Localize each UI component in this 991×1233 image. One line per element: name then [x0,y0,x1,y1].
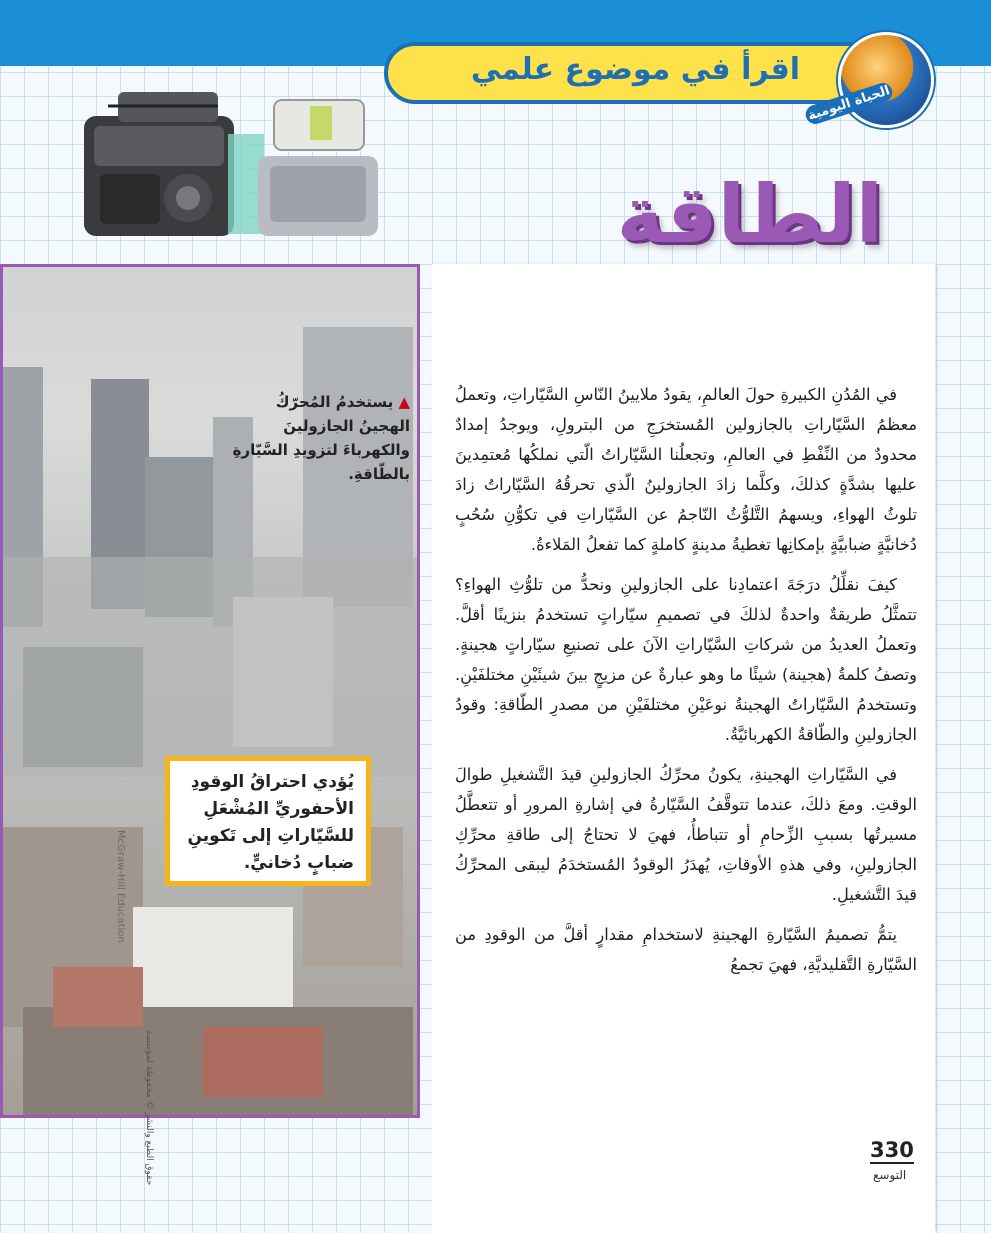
page-number: 330 [870,1138,914,1162]
engine-caption [232,390,410,486]
engine-caption-text: يستخدمُ المُحرّكُ الهجينُ الجازولينَ والكهرباءَ لتزويدِ السَّيّارةِ بالطّاقةِ. [232,393,410,483]
paragraph-1: في المُدُنِ الكبيرةِ حولَ العالمِ، يقودُ ملايينُ النّاسِ السَّيّاراتِ، وتعملُ معظمُ السَّيّاراتِ بالجازولين المُستخرَجِ من البترولِ، ويوجدُ إمدادٌ محدودٌ من النِّفْطِ في العالمِ، وتجعلُنا السَّيّاراتُ الّتي نملكُها مُعتمِدينَ عليها بشدَّةٍ كذلكَ، وكلَّما زادَ الجازولينُ الّذي تحرقُهُ السَّيّاراتُ زادَ تلوثُ الهواءِ، ويسهمُ التَّلوُّثُ النّاجمُ عن السَّيّاراتِ في تكوُّنِ سُحُبٍ دُخانيَّةٍ ضبابيَّةٍ بإمكانِها تغطيةُ مدينةٍ كاملةٍ كما تفعلُ المَلاءةُ. [455,385,917,554]
paragraph-4: يتمُّ تصميمُ السَّيّارةِ الهجينةِ لاستخدامِ مقدارٍ أقلَّ من الوقودِ من السَّيّارةِ التَّقليديَّةِ، فهيَ تجمعُ [455,925,917,974]
smog-callout: يُؤدي احتراقُ الوقودِ الأحفوريِّ المُشْعَلِ للسَّيّاراتِ إلى تَكوينِ ضبابٍ دُخانيٍّ. [165,756,371,886]
paragraph-2: كيفَ نقلِّلُ درَجَةَ اعتمادِنا على الجازولينِ ونحدُّ من تلوُّثِ الهواءِ؟ تتمثَّلُ طريقةٌ واحدةٌ لذلكَ في تصميمِ سيّاراتٍ تستخدمُ بنزينًا أقلَّ. وتعملُ العديدُ من شركاتِ السَّيّاراتِ الآنَ على تصنيعِ سيّاراتٍ هجينةٍ. وتصفُ كلمةُ (هجينة) شيئًا ما وهو عبارةٌ عن مزيجٍ بينَ شيئَيْنِ مختلفَيْنِ. وتستخدمُ السَّيّاراتُ الهجينةُ نوعَيْنِ مختلفَيْنِ من مصدرِ الطّاقةِ: وقودُ الجازولينِ والطّاقةُ الكهربائيَّةُ. [455,575,917,744]
section-badge: الحياة اليومية [803,81,894,127]
section-label: التوسع [873,1168,907,1182]
paragraph-3: في السَّيّاراتِ الهجينةِ، يكونُ محرِّكُ الجازولينِ قيدَ التَّشغيلِ طوالَ الوقتِ. ومعَ ذلكَ، عندما تتوقَّفُ السَّيّارةُ في إشارةِ المرورِ أو تتعطَّلُ مسيرتُها بسببِ الزِّحامِ أو تتباطأُ، فهيَ لا تحتاجُ إلى طاقةِ محرِّكِ الجازولينِ، وفي هذهِ الأوقاتِ، يُهدَرُ الوقودُ المُستخدَمُ ليبقى المحرِّكُ قيدَ التَّشغيلِ. [455,765,917,904]
photo-credit: McGraw-Hill Education [115,830,126,943]
banner-title: اقرأ في موضوع علمي [470,52,800,87]
rights-notice: حقوق الطبع والنشر © محفوظة لمؤسسة [144,1030,154,1186]
globe-icon [838,32,934,128]
hybrid-engine-image [78,86,382,252]
article-body [455,380,917,990]
triangle-icon: ▲ [393,393,410,411]
feature-banner [384,42,914,104]
title-line-1: الطاقة [616,168,883,261]
